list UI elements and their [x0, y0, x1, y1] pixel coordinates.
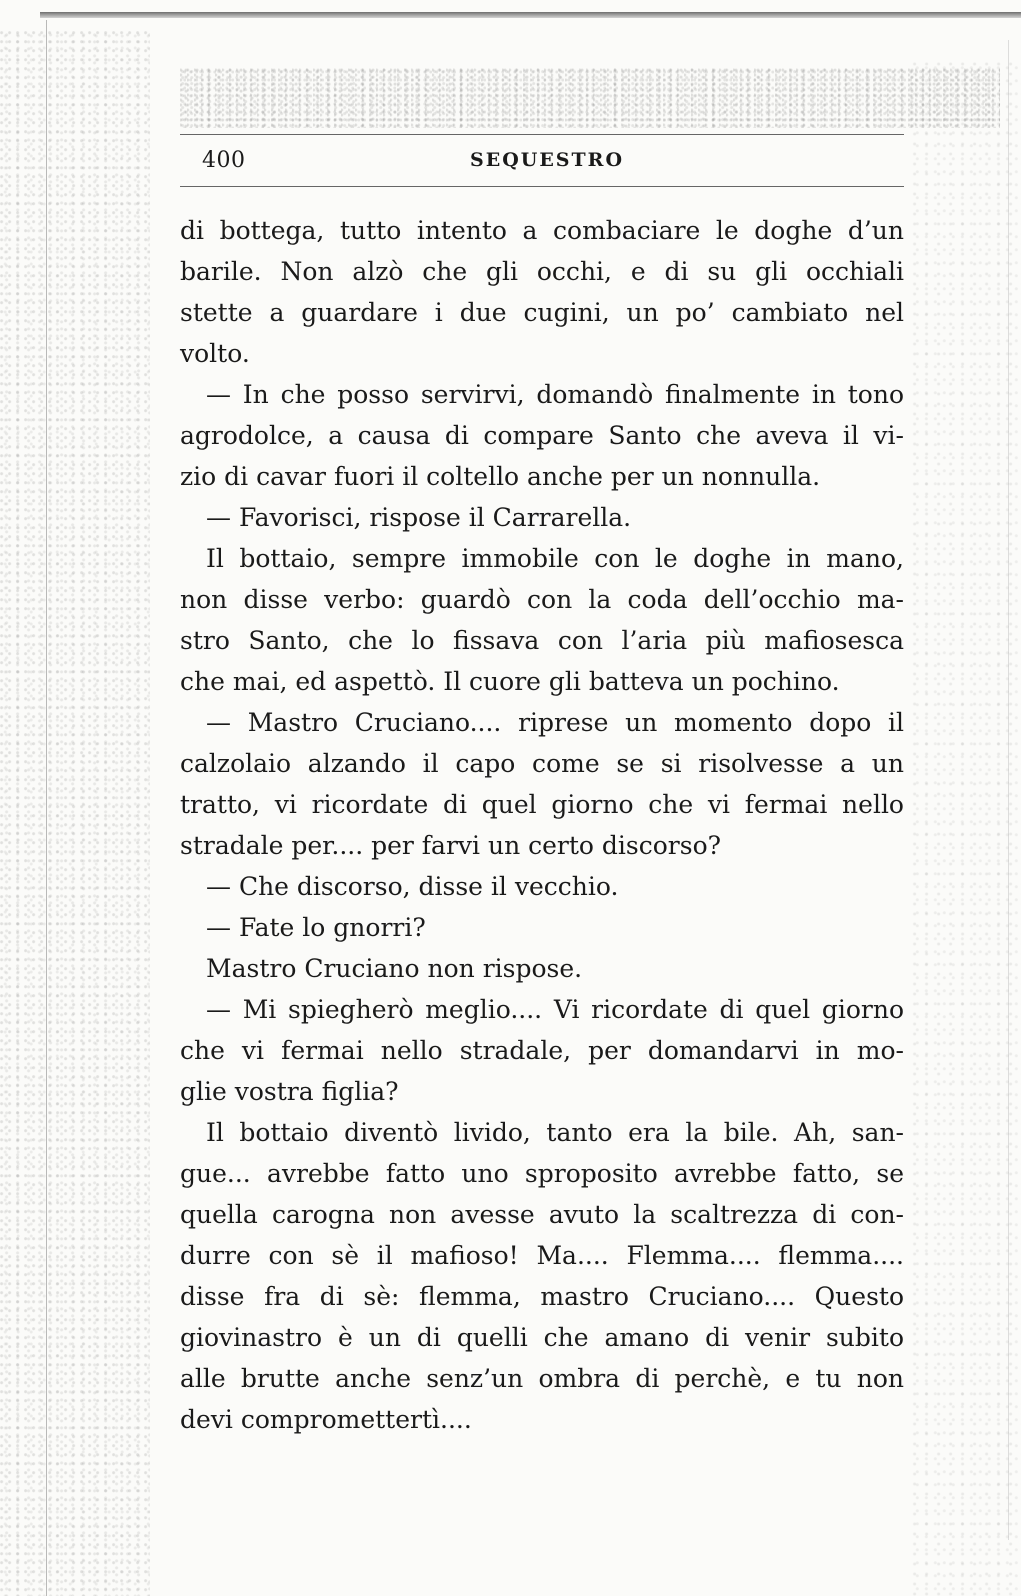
- text-line: stradale per.... per farvi un certo discorso?: [180, 831, 722, 860]
- text-line: stette a guardare i due cugini, un po’ cambiato nel: [180, 298, 904, 327]
- text-line: che vi fermai nello stradale, per domandarvi in mo-: [180, 1036, 904, 1065]
- text-line: barile. Non alzò che gli occhi, e di su gli occhiali: [180, 257, 904, 286]
- text-line: — Mi spiegherò meglio.... Vi ricordate di quel giorno: [206, 995, 904, 1024]
- running-head: SEQUESTRO: [470, 149, 625, 171]
- text-line: agrodolce, a causa di compare Santo che aveva il vi-: [180, 421, 904, 450]
- text-line: calzolaio alzando il capo come se si risolvesse a un: [180, 749, 904, 778]
- text-line: di bottega, tutto intento a combaciare le doghe d’un: [180, 216, 904, 245]
- text-line: — In che posso servirvi, domandò finalmente in tono: [206, 380, 904, 409]
- text-line: Il bottaio diventò livido, tanto era la bile. Ah, san-: [206, 1118, 904, 1147]
- text-line: tratto, vi ricordate di quel giorno che vi fermai nello: [180, 790, 904, 819]
- text-line: durre con sè il mafioso! Ma.... Flemma.... flemma....: [180, 1241, 904, 1270]
- text-line: — Favorisci, rispose il Carrarella.: [206, 503, 632, 532]
- page-header: [180, 134, 904, 188]
- left-margin-noise: [0, 30, 150, 1596]
- text-line: — Mastro Cruciano.... riprese un momento dopo il: [206, 708, 904, 737]
- text-line: alle brutte anche senz’un ombra di perchè, e tu non: [180, 1364, 904, 1393]
- page-number: 400: [202, 148, 246, 173]
- header-rule: [180, 134, 904, 135]
- binding-edge-line: [46, 20, 47, 1596]
- body-text: [180, 210, 904, 1440]
- right-margin-noise: [911, 60, 1021, 1596]
- text-line: Mastro Cruciano non rispose.: [206, 954, 583, 983]
- scan-edge-artifact: [40, 12, 1021, 18]
- text-line: zio di cavar fuori il coltello anche per un nonnulla.: [180, 462, 821, 491]
- text-line: stro Santo, che lo fissava con l’aria più mafiosesca: [180, 626, 904, 655]
- text-line: giovinastro è un di quelli che amano di venir subito: [180, 1323, 904, 1352]
- text-line: non disse verbo: guardò con la coda dell’occhio ma-: [180, 585, 904, 614]
- text-line: che mai, ed aspettò. Il cuore gli batteva un pochino.: [180, 667, 840, 696]
- text-line: gue... avrebbe fatto uno sproposito avrebbe fatto, se: [180, 1159, 904, 1188]
- text-line: volto.: [180, 339, 250, 368]
- text-line: quella carogna non avesse avuto la scaltrezza di con-: [180, 1200, 904, 1229]
- text-line: disse fra di sè: flemma, mastro Cruciano.... Questo: [180, 1282, 904, 1311]
- text-line: devi compromettertì....: [180, 1405, 472, 1434]
- text-line: glie vostra figlia?: [180, 1077, 399, 1106]
- bleed-through-noise: [180, 68, 1000, 128]
- text-line: — Che discorso, disse il vecchio.: [206, 872, 619, 901]
- page-edge-line: [1008, 40, 1009, 1540]
- header-rule: [180, 186, 904, 187]
- text-line: — Fate lo gnorri?: [206, 913, 426, 942]
- text-line: Il bottaio, sempre immobile con le doghe in mano,: [206, 544, 904, 573]
